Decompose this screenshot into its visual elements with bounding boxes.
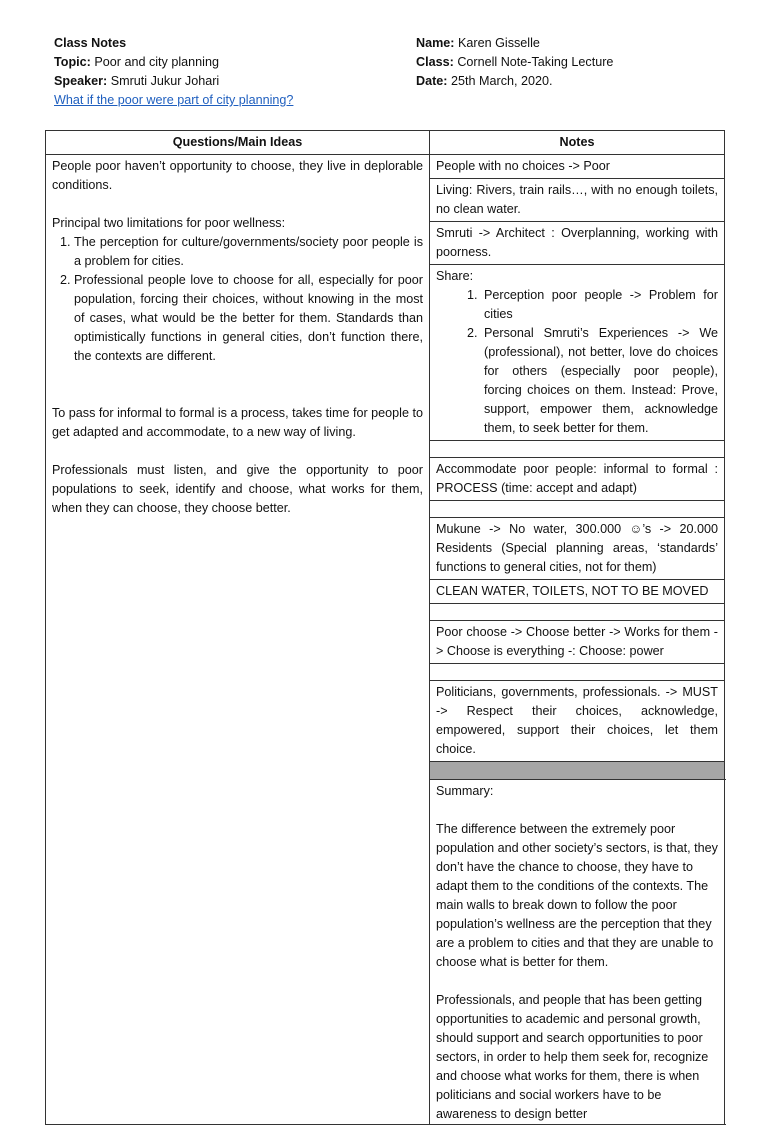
class-value: Cornell Note-Taking Lecture <box>457 55 614 69</box>
summary-cell <box>430 780 725 1125</box>
class-notes-title: Class Notes <box>54 36 127 50</box>
speaker-value: Smruti Jukur Johari <box>110 74 220 88</box>
notes-spacer <box>430 501 725 518</box>
note-7: CLEAN WATER, TOILETS, NOT TO BE MOVED <box>430 580 725 604</box>
lecture-link[interactable]: What if the poor were part of city planning? <box>54 93 294 107</box>
note-1: People with no choices -> Poor <box>430 155 725 179</box>
note-5: Accommodate poor people: informal to formal : PROCESS (time: accept and adapt) <box>430 458 725 501</box>
limitations-list <box>52 233 423 366</box>
divider-bar <box>430 762 725 780</box>
name-value: Karen Gisselle <box>458 36 540 50</box>
share-title: Share: <box>436 269 474 283</box>
note-6: Mukune -> No water, 300.000 ☺’s -> 20.000 Residents (Special planning areas, ‘standards’ functions to general cities, not for them) <box>430 518 725 580</box>
main-idea-2: Principal two limitations for poor wellness: <box>52 216 286 230</box>
class-line: Class: Cornell Note-Taking Lecture <box>416 55 614 69</box>
topic-line: Topic: Poor and city planning <box>54 55 219 69</box>
main-idea-4: Professionals must listen, and give the opportunity to poor populations to seek, identify and choose, what works for them, when they can choose, they choose better. <box>52 463 423 515</box>
date-value: 25th March, 2020. <box>451 74 553 88</box>
date-line: Date: 25th March, 2020. <box>416 74 553 88</box>
note-3: Smruti -> Architect : Overplanning, working with poorness. <box>430 222 725 265</box>
name-line: Name: Karen Gisselle <box>416 36 540 50</box>
limitation-1: 1. The perception for culture/governments/society poor people is a problem for cities. <box>74 233 423 271</box>
share-list <box>436 286 718 438</box>
notes-spacer <box>430 441 725 458</box>
topic-value: Poor and city planning <box>94 55 219 69</box>
note-2: Living: Rivers, train rails…, with no enough toilets, no clean water. <box>430 179 725 222</box>
main-idea-1: People poor haven’t opportunity to choose, they live in deplorable conditions. <box>52 159 423 192</box>
share-item-2: 2. Personal Smruti’s Experiences -> We (professional), not better, love do choices for others (especially poor people), forcing choices on them. Instead: Prove, support, empower them, acknowledge them, to seek better for them. <box>481 324 718 438</box>
summary-label: Summary: <box>436 784 494 798</box>
notes-header: Notes <box>430 131 725 155</box>
speaker-line: Speaker: Smruti Jukur Johari <box>54 74 220 88</box>
main-idea-3: To pass for informal to formal is a process, takes time for people to get adapted and accommodate, to a new way of living. <box>52 406 423 439</box>
notes-spacer <box>430 664 725 681</box>
header-right-column <box>416 34 736 91</box>
limitation-2: 2. Professional people love to choose for all, especially for poor population, forcing their choices, without knowing in the most of cases, what would be the better for them. Standards than optimistically functions in general cities, don’t function there, the contexts are different. <box>74 271 423 366</box>
summary-paragraph-1: The difference between the extremely poor population and other society’s sectors, is that, they don’t have the chance to choose, they have to adapt them to the conditions of the contexts. The main walls to break down to follow the poor population’s wellness are the perception that they are a problem to cities and that they are unable to choose what is better for them. <box>436 822 718 969</box>
cornell-notes-table <box>45 130 725 1125</box>
main-ideas-cell <box>46 155 430 1125</box>
notes-spacer <box>430 604 725 621</box>
note-4-share <box>430 265 725 441</box>
note-8: Poor choose -> Choose better -> Works for them -> Choose is everything -: Choose: power <box>430 621 725 664</box>
note-9: Politicians, governments, professionals. -> MUST -> Respect their choices, acknowledge, empowered, support their choices, let them choice. <box>430 681 725 762</box>
share-item-1: 1. Perception poor people -> Problem for cities <box>481 286 718 324</box>
questions-header: Questions/Main Ideas <box>46 131 430 155</box>
summary-paragraph-2: Professionals, and people that has been getting opportunities to academic and personal growth, should support and search opportunities to poor sectors, in order to help them seek for, recognize and choose what works for them, there is when politicians and social workers have to be awareness to design better <box>436 993 709 1121</box>
header-left-column <box>54 34 414 110</box>
